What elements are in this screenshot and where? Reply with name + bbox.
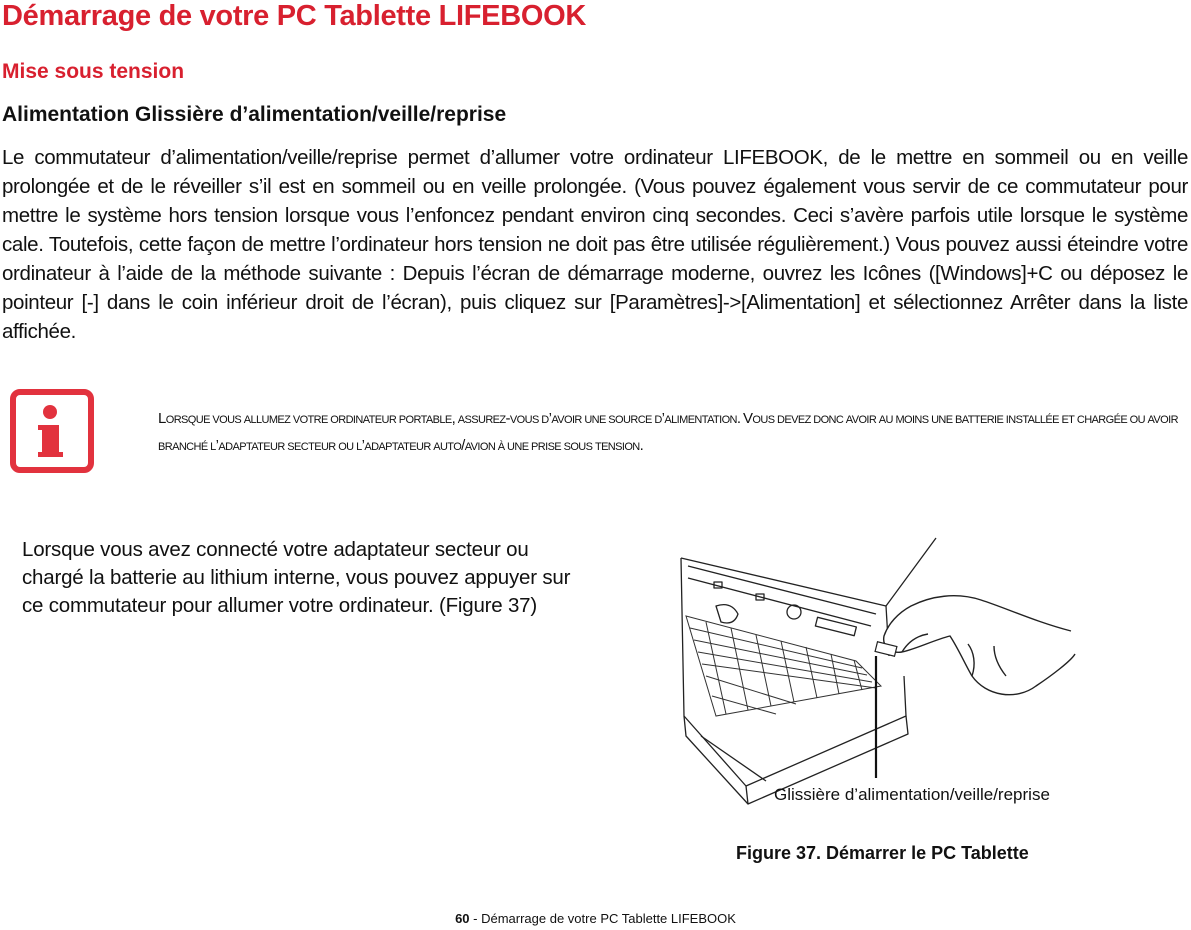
figure-callout-label: Glissière d’alimentation/veille/reprise <box>774 785 1050 804</box>
section-heading: Alimentation Glissière d’alimentation/veille/reprise <box>2 103 507 126</box>
instruction-paragraph: Lorsque vous avez connecté votre adaptateur secteur ou chargé la batterie au lithium interne, vous pouvez appuyer sur ce commutateur pour allumer votre ordinateur. (Figure 37) <box>22 538 571 617</box>
page-number: 60 <box>455 911 470 926</box>
section-subtitle: Mise sous tension <box>2 60 185 83</box>
footer-text: - Démarrage de votre PC Tablette LIFEBOOK <box>469 911 736 926</box>
page-footer <box>0 911 1191 926</box>
info-icon <box>10 389 94 473</box>
figure-caption: Figure 37. Démarrer le PC Tablette <box>736 843 1029 863</box>
page-title: Démarrage de votre PC Tablette LIFEBOOK <box>2 0 587 32</box>
laptop-power-illustration <box>676 536 1076 808</box>
note-text: Lorsque vous allumez votre ordinateur portable, assurez-vous d’avoir une source d’alimentation. Vous devez donc avoir au moins une batterie installée et chargée ou avoir branché l’adaptateur secteur ou l’adaptateur auto/avion à une prise sous tension. <box>158 410 1178 454</box>
body-paragraph: Le commutateur d’alimentation/veille/reprise permet d’allumer votre ordinateur LIFEBOOK, de le mettre en sommeil ou en veille prolongée et de le réveiller s’il est en sommeil ou en veille prolongée. (Vous pouvez également vous servir de ce commutateur pour mettre le système hors tension lorsque vous l’enfoncez pendant environ cinq secondes. Ceci s’avère parfois utile lorsque le système cale. Toutefois, cette façon de mettre l’ordinateur hors tension ne doit pas être utilisée régulièrement.) Vous pouvez aussi éteindre votre ordinateur à l’aide de la méthode suivante : Depuis l’écran de démarrage moderne, ouvrez les Icônes ([Windows]+C ou déposez le pointeur [-] dans le coin inférieur droit de l’écran), puis cliquez sur [Paramètres]->[Alimentation] et sélectionnez Arrêter dans la liste affichée. <box>2 146 1188 343</box>
